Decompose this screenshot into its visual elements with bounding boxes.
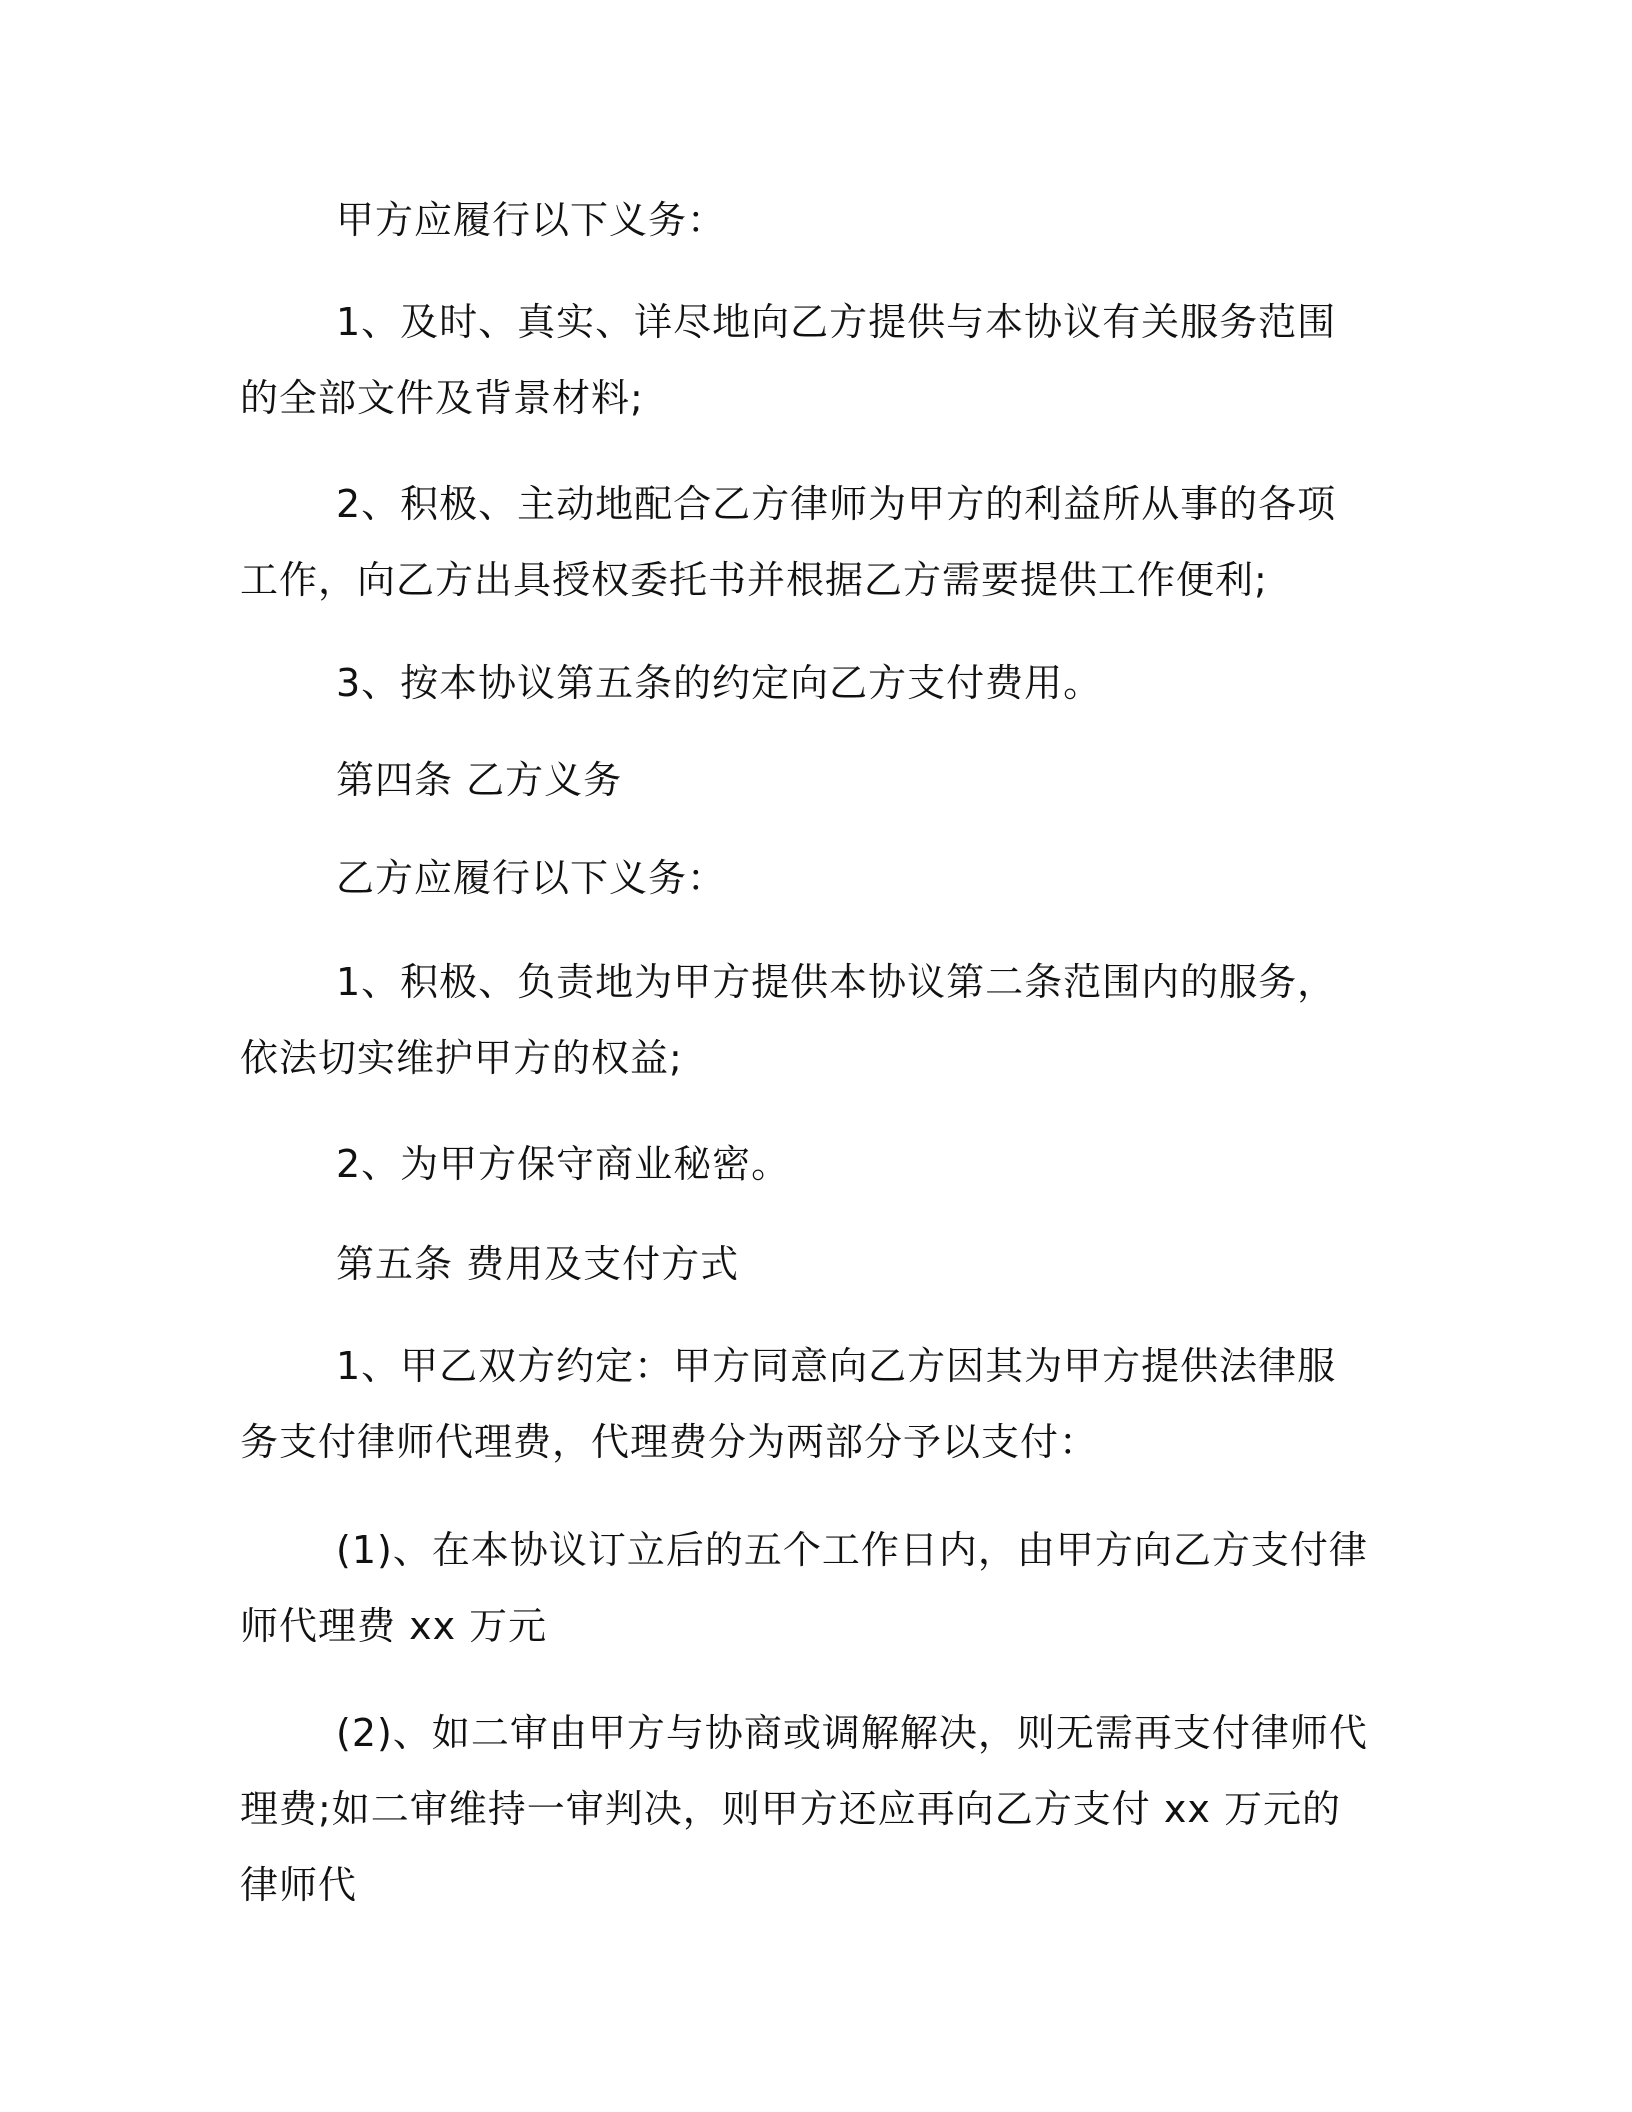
paragraph-party-a-obligation-1: 1、及时、真实、详尽地向乙方提供与本协议有关服务范围的全部文件及背景材料;: [240, 300, 1337, 420]
article-5-heading: 第五条 费用及支付方式: [336, 1242, 740, 1286]
paragraph-party-b-obligations-intro: 乙方应履行以下义务：: [336, 856, 727, 900]
paragraph-party-a-obligation-3: 3、按本协议第五条的约定向乙方支付费用。: [336, 661, 1103, 705]
paragraph-fee-item-2: (2)、如二审由甲方与协商或调解解决，则无需再支付律师代理费;如二审维持一审判决，则甲方还应再向乙方支付 xx 万元的律师代: [240, 1711, 1368, 1907]
paragraph-fee-agreement: 1、甲乙双方约定：甲方同意向乙方因其为甲方提供法律服务支付律师代理费，代理费分为两部分予以支付：: [240, 1344, 1337, 1464]
paragraph-party-a-obligations-intro: 甲方应履行以下义务：: [336, 198, 727, 242]
article-4-heading: 第四条 乙方义务: [336, 758, 623, 802]
paragraph-party-b-obligation-2: 2、为甲方保守商业秘密。: [336, 1142, 791, 1186]
paragraph-party-a-obligation-2: 2、积极、主动地配合乙方律师为甲方的利益所从事的各项工作，向乙方出具授权委托书并根据乙方需要提供工作便利;: [240, 482, 1337, 602]
paragraph-party-b-obligation-1: 1、积极、负责地为甲方提供本协议第二条范围内的服务，依法切实维护甲方的权益;: [240, 960, 1337, 1080]
paragraph-fee-item-1: (1)、在本协议订立后的五个工作日内，由甲方向乙方支付律师代理费 xx 万元: [240, 1528, 1368, 1648]
